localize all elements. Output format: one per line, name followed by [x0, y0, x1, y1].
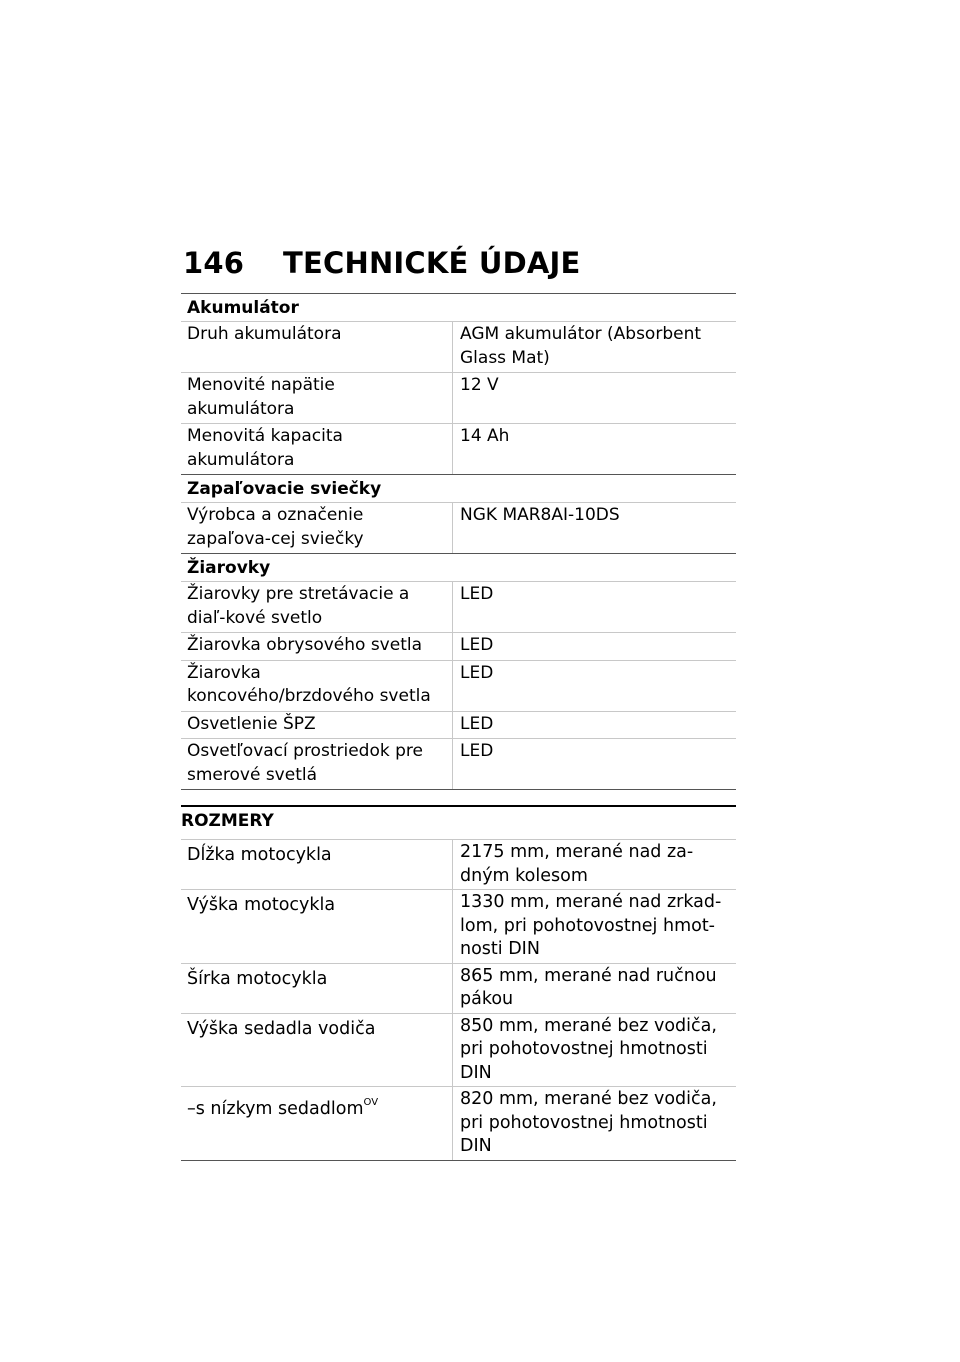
- table-row: [181, 321, 736, 372]
- row-value: AGM akumulátor (Absorbent Glass Mat): [452, 322, 736, 372]
- row-value: LED: [452, 712, 736, 739]
- table-bottom-rule: [181, 1160, 736, 1161]
- table-row: [181, 660, 736, 711]
- table-row: [181, 581, 736, 632]
- row-label: Osvetľovací prostriedok pre smerové svetlá: [187, 741, 423, 785]
- row-value: 2175 mm, merané nad za-dným kolesom: [452, 840, 736, 889]
- table-row: [181, 632, 736, 660]
- row-label: Výrobca a označenie zapaľova-cej sviečky: [187, 505, 364, 549]
- page-header: [183, 246, 581, 280]
- row-label: Žiarovky pre stretávacie a diaľ-kové svetlo: [187, 584, 410, 628]
- row-label: Výška motocykla: [187, 895, 336, 915]
- row-value: 850 mm, merané bez vodiča, pri pohotovostnej hmotnosti DIN: [452, 1014, 736, 1087]
- row-value: 12 V: [452, 373, 736, 423]
- row-value: NGK MAR8AI-10DS: [452, 503, 736, 553]
- table-row: [181, 711, 736, 739]
- table-row: [181, 423, 736, 474]
- row-label: Šírka motocykla: [187, 968, 328, 989]
- row-value: LED: [452, 739, 736, 789]
- row-label: Druh akumulátora: [187, 324, 342, 344]
- row-value: LED: [452, 582, 736, 632]
- table-row: [181, 372, 736, 423]
- row-label: Žiarovka koncového/brzdového svetla: [187, 662, 431, 706]
- row-value: 865 mm, merané nad ručnou pákou: [452, 964, 736, 1013]
- table-row: [181, 738, 736, 789]
- page-number: 146: [183, 246, 245, 280]
- section-title-sviecky: Zapaľovacie sviečky: [181, 474, 736, 502]
- option-superscript: OV: [363, 1097, 379, 1108]
- row-value: LED: [452, 661, 736, 711]
- table-row: [181, 1013, 736, 1087]
- section-title-akumulator: Akumulátor: [181, 293, 736, 321]
- row-value: 1330 mm, merané nad zrkad-lom, pri pohotovostnej hmot-nosti DIN: [452, 890, 736, 963]
- dimensions-table: [181, 839, 736, 1161]
- row-label: Osvetlenie ŠPZ: [187, 713, 316, 734]
- row-label: Dĺžka motocykla: [187, 845, 332, 865]
- row-value: 14 Ah: [452, 424, 736, 474]
- table-row: [181, 1086, 736, 1160]
- section-title-rozmery: ROZMERY: [181, 805, 736, 839]
- table-row: [181, 889, 736, 963]
- row-label: Menovité napätie akumulátora: [187, 375, 335, 419]
- row-label: Žiarovka obrysového svetla: [187, 635, 423, 655]
- row-value: LED: [452, 633, 736, 660]
- row-value: 820 mm, merané bez vodiča, pri pohotovostnej hmotnosti DIN: [452, 1087, 736, 1160]
- table-row: [181, 839, 736, 889]
- row-label: Výška sedadla vodiča: [187, 1018, 376, 1039]
- table-row: [181, 502, 736, 553]
- page-title: TECHNICKÉ ÚDAJE: [283, 246, 581, 280]
- row-label-text: –s nízkym sedadlom: [187, 1099, 364, 1119]
- row-label: [181, 1087, 452, 1160]
- section-title-ziarovky: Žiarovky: [181, 553, 736, 581]
- table-bottom-rule: [181, 789, 736, 790]
- spec-tables: [181, 293, 736, 1161]
- table-row: [181, 963, 736, 1013]
- row-label: Menovitá kapacita akumulátora: [187, 426, 343, 470]
